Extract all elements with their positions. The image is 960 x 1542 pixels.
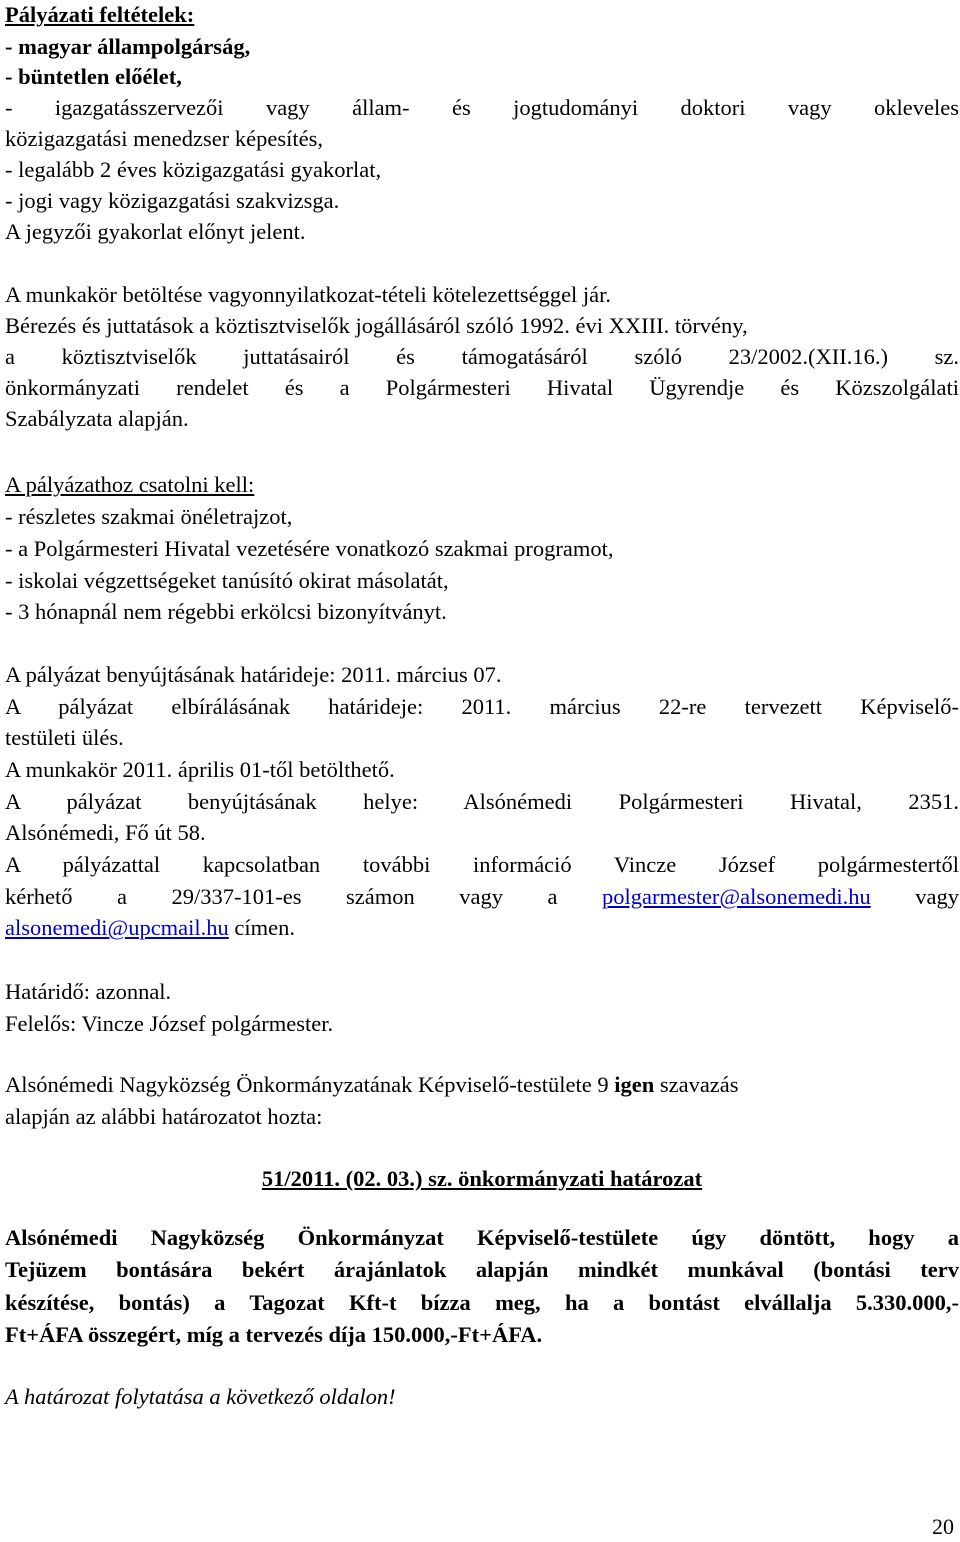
submission-place-cont: Alsónémedi, Fő út 58. [5,820,206,845]
condition-item: közigazgatási menedzser képesítés, [5,126,323,151]
info-text: címen. [234,915,296,940]
attachment-item: - iskolai végzettségeket tanúsító okirat másolatát, [5,568,449,593]
salary-line: önkormányzati rendelet és a Polgármesteri Hivatal Ügyrendje és Közszolgálati [5,375,959,400]
vote-text: Alsónémedi Nagyközség Önkormányzatának Képviselő-testülete 9 [5,1072,609,1097]
conditions-heading: Pályázati feltételek: [5,2,195,27]
deadline-line: Határidő: azonnal. [5,979,172,1004]
attachments-heading: A pályázathoz csatolni kell: [5,472,255,497]
vote-count-label: igen [614,1072,655,1097]
vote-text: szavazás [659,1072,739,1097]
condition-item: - jogi vagy közigazgatási szakvizsga. [5,188,340,213]
info-line-email [5,913,959,943]
attachment-item: - 3 hónapnál nem régebbi erkölcsi bizonyítványt. [5,599,447,624]
resolution-text: Ft+ÁFA összegért, míg a tervezés díja 150.000,-Ft+ÁFA. [5,1322,543,1347]
evaluation-deadline: A pályázat elbírálásának határideje: 2011. március 22-re tervezett Képviselő- [5,694,959,719]
resolution-text: Alsónémedi Nagyközség Önkormányzat Képviselő-testülete úgy döntött, hogy a [5,1225,959,1250]
responsible-line: Felelős: Vincze József polgármester. [5,1011,334,1036]
salary-line: a köztisztviselők juttatásairól és támogatásáról szóló 23/2002.(XII.16.) sz. [5,344,959,369]
salary-line: A munkakör betöltése vagyonnyilatkozat-tételi kötelezettséggel jár. [5,282,612,307]
info-text: vagy [915,884,960,909]
salary-line: Bérezés és juttatások a köztisztviselők jogállásáról szóló 1992. évi XXIII. törvény, [5,313,748,338]
advantage-text: A jegyzői gyakorlat előnyt jelent. [5,219,306,244]
info-line-contacts [5,882,959,912]
condition-item: - büntetlen előélet, [5,64,182,89]
submission-place: A pályázat benyújtásának helye: Alsónémedi Polgármesteri Hivatal, 2351. [5,789,959,814]
email-link-upcmail[interactable]: alsonemedi@upcmail.hu [5,915,229,940]
condition-item: - igazgatásszervezői vagy állam- és jogtudományi doktori vagy okleveles [5,95,959,120]
condition-item: - magyar állampolgárság, [5,34,251,59]
continuation-note: A határozat folytatása a következő oldalon! [5,1384,396,1409]
attachment-item: - részletes szakmai önéletrajzot, [5,504,293,529]
info-text: kérhető a 29/337-101-es számon vagy a [5,884,558,909]
info-line: A pályázattal kapcsolatban további információ Vincze József polgármestertől [5,852,959,877]
submission-deadline: A pályázat benyújtásának határideje: 2011. március 07. [5,662,502,687]
vote-line [5,1070,959,1100]
resolution-text: Tejüzem bontására bekért árajánlatok alapján mindkét munkával (bontási terv [5,1257,959,1282]
page-number: 20 [932,1514,954,1539]
salary-line: Szabályzata alapján. [5,406,189,431]
resolution-text: készítése, bontás) a Tagozat Kft-t bízza meg, ha a bontást elvállalja 5.330.000,- [5,1290,959,1315]
resolution-title: 51/2011. (02. 03.) sz. önkormányzati határozat [261,1166,703,1191]
condition-item: - legalább 2 éves közigazgatási gyakorlat, [5,157,382,182]
evaluation-deadline-cont: testületi ülés. [5,725,124,750]
start-date: A munkakör 2011. április 01-től betölthető. [5,757,395,782]
attachment-item: - a Polgármesteri Hivatal vezetésére vonatkozó szakmai programot, [5,536,614,561]
email-link-polgarmester[interactable]: polgarmester@alsonemedi.hu [601,884,871,909]
vote-line: alapján az alábbi határozatot hozta: [5,1104,323,1129]
